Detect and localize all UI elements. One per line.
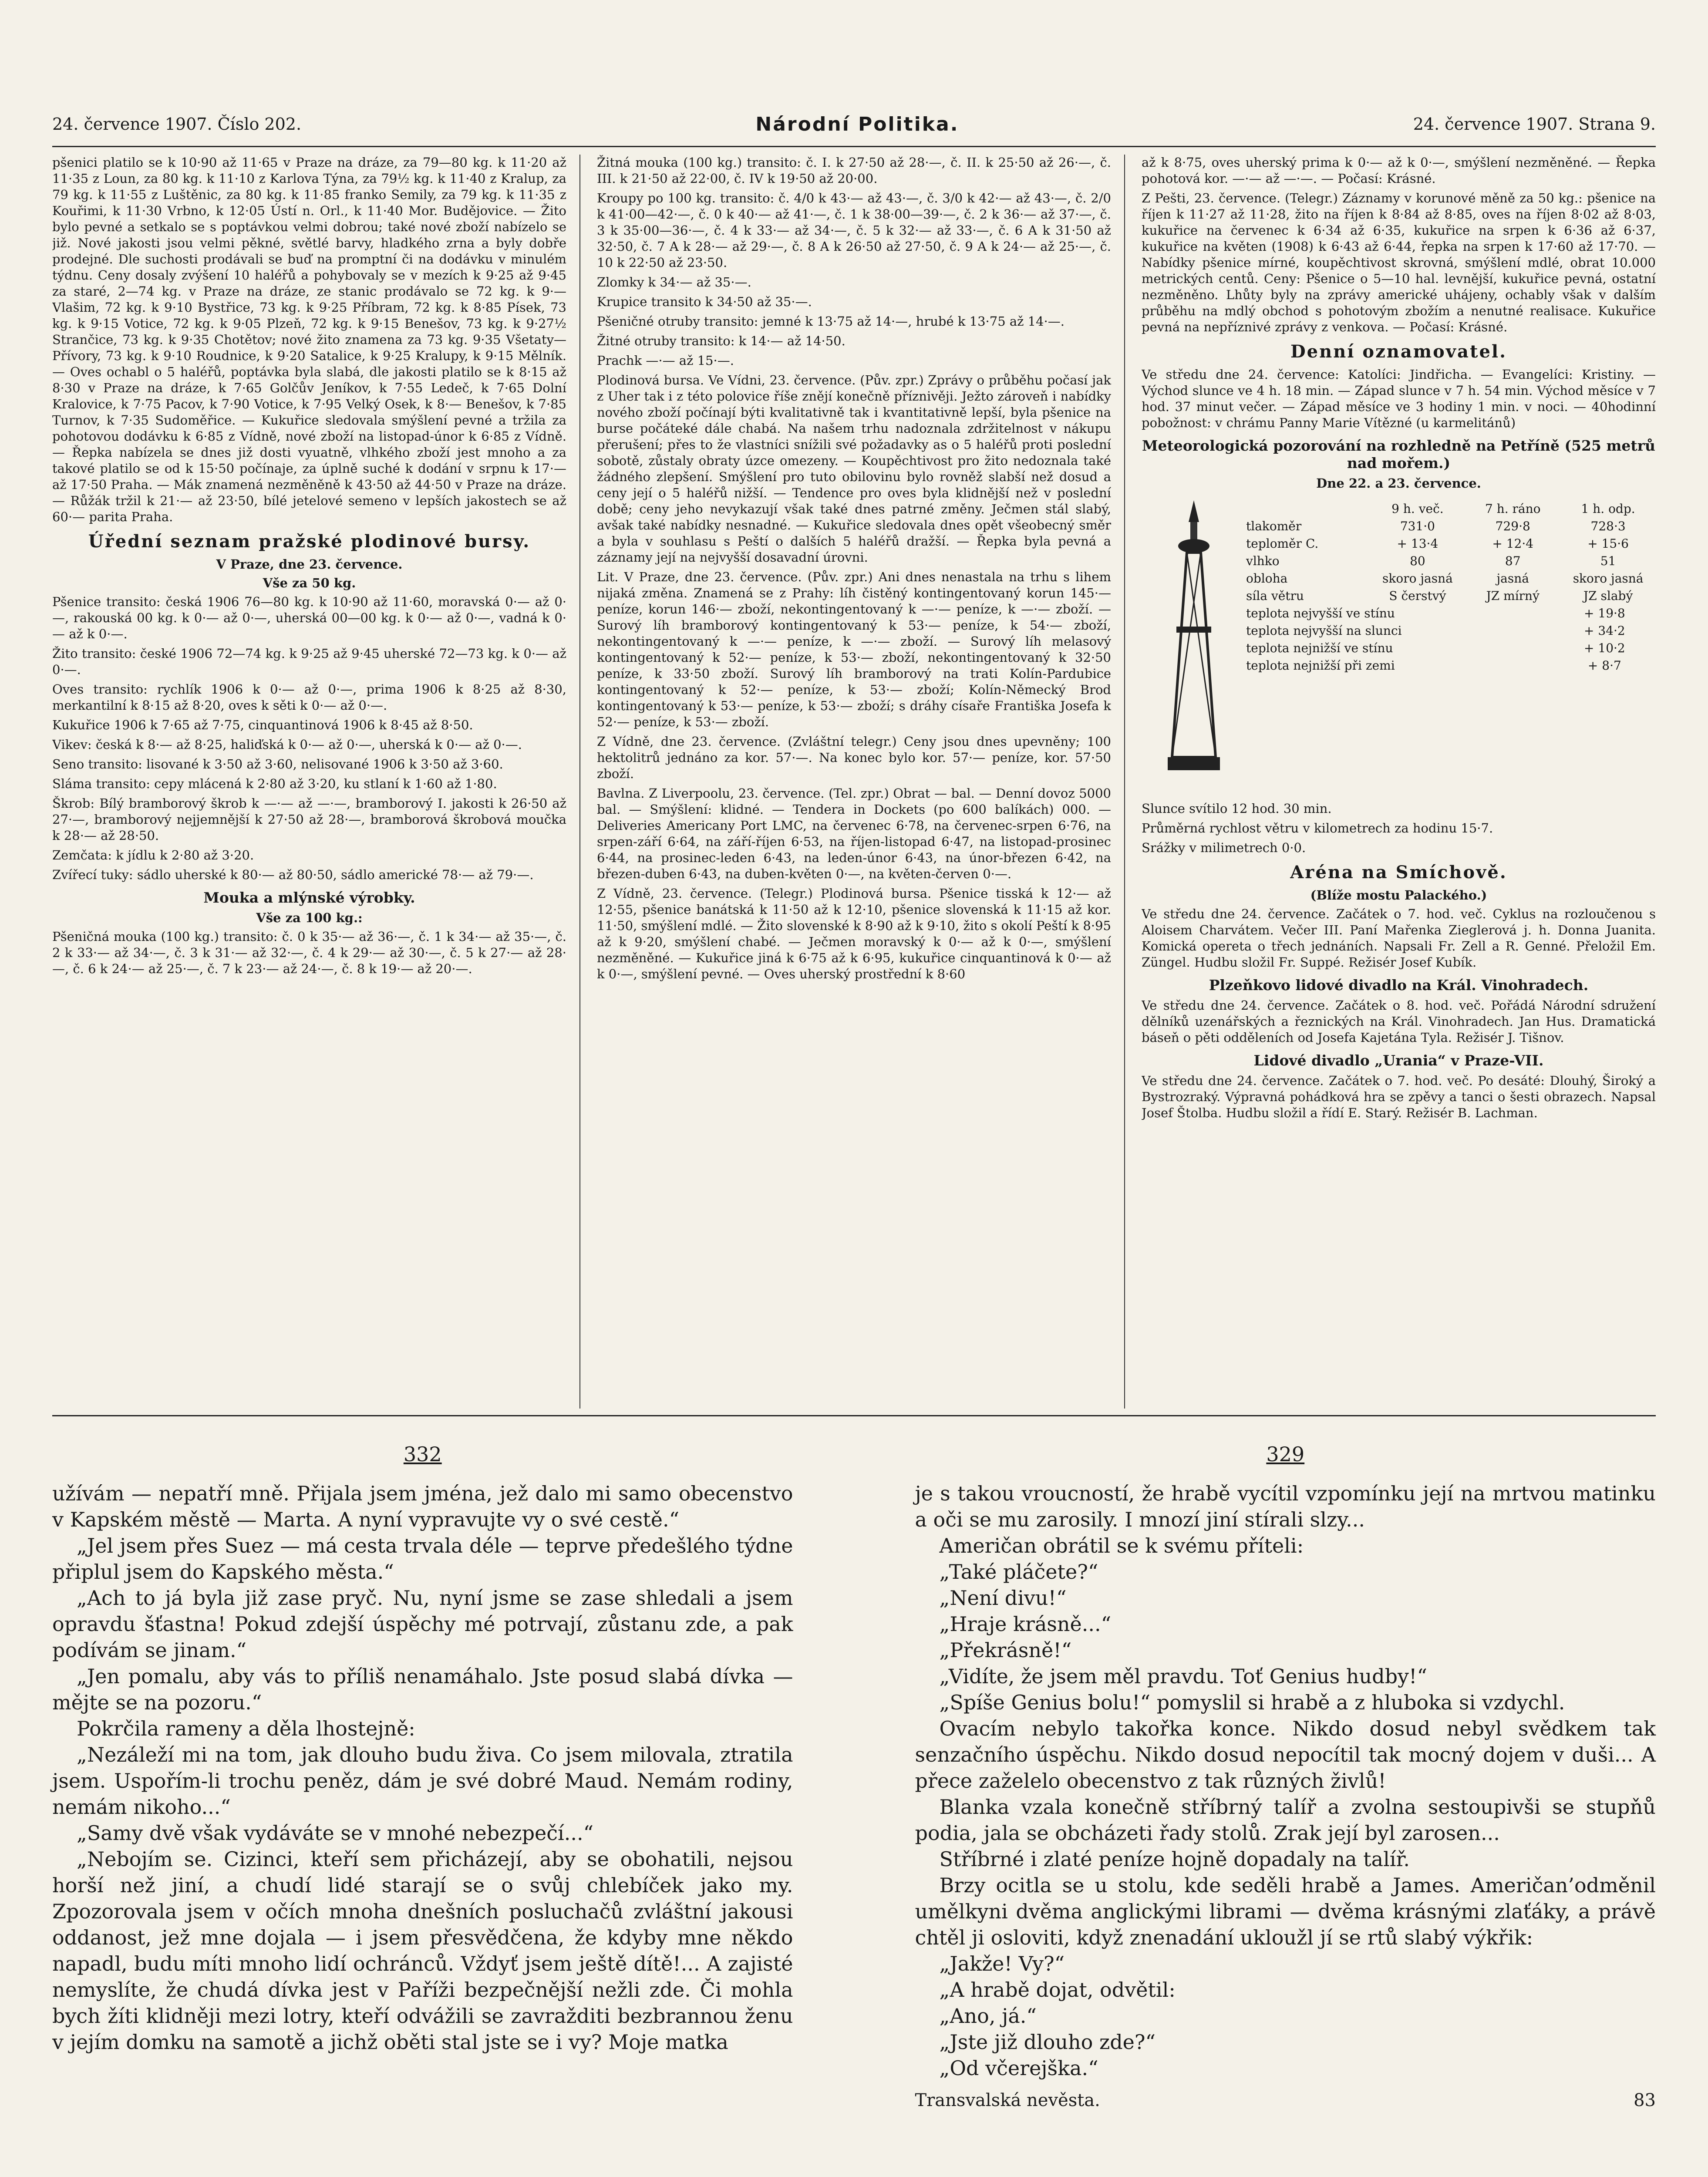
weather-extra-row: teplota nejnižší při zemi + 8·7 [1246,658,1621,673]
petrin-tower-illustration [1150,496,1237,783]
feuilleton-paragraph: „Ach to já byla již zase pryč. Nu, nyní jsme se zase shledali a jsem opravdu šťastna! Pokud zdejší úspěchy mé potrvají, zůstanu zde, a pak podívám se jinam.“ [52,1586,793,1662]
feuilleton-paragraph: je s takou vroucností, že hrabě vycítil vzpomínku její na mrtvou matinku a oči se mu zarosily. I mnozí jiní stírali slzy... [915,1482,1656,1531]
feuilleton-paragraph: „Také pláčete?“ [939,1560,1098,1584]
price-corn: Kukuřice 1906 k 7·65 až 7·75, cinquantinová 1906 k 8·45 až 8·50. [52,718,473,732]
feuilleton [52,1441,1656,2177]
feuilleton-paragraph: Stříbrné i zlaté peníze hojně dopadaly na talíř. [939,1847,1410,1871]
column-1 [52,155,580,1409]
price-vetch: Vikev: česká k 8·— až 8·25, haliďská k 0·— až 0·—, uherská k 0·— až 0·—. [52,737,522,752]
feuilleton-paragraph: Blanka vzala konečně stříbrný talíř a zvolna sestoupivši se stupňů podia, jala se obcházeti řady stolů. Zrak její byl zarosen... [915,1795,1656,1845]
feuilleton-paragraph: „Nezáleží mi na tom, jak dlouho budu živa. Co jsem milovala, ztratila jsem. Uspořím-li trochu peněz, dám je své dobré Maud. Nemám rodiny, nemám nikoho...“ [52,1743,793,1819]
price-rye-flour: Žitná mouka (100 kg.) transito: č. I. k 27·50 až 28·—, č. II. k 25·50 až 26·—, č. III. k 21·50 až 22·00, č. IV k 19·50 až 20·00. [597,155,1111,186]
feuilleton-paragraph: „Vidíte, že jsem měl pravdu. Toť Genius hudby!“ [939,1665,1428,1688]
price-straw: Sláma transito: cepy mlácená k 2·80 až 3·20, ku stlaní k 1·60 až 1·80. [52,776,497,791]
price-fats: Zvířecí tuky: sádlo uherské k 80·— až 80·50, sádlo americké 78·— až 79·—. [52,867,534,882]
price-wheat: Pšenice transito: česká 1906 76—80 kg. k 10·90 až 11·60, moravská 0·— až 0·—, rakouská 00 kg. k 0·— až 0·—, uherská 00—00 kg. k 0·— až 0·—, vadná k 0·— až k 0·—. [52,594,566,641]
wind-note: Průměrná rychlost větru v kilometrech za hodinu 15·7. [1142,821,1493,836]
price-starch: Škrob: Bílý bramborový škrob k —·— až —·—, bramborový I. jakosti k 26·50 až 27·—, bramborový nejjemnější k 27·50 až 28·—, bramborová škrobová moučka k 28·— až 28·50. [52,796,566,843]
meteo-date: Dne 22. a 23. července. [1316,476,1481,491]
section-heading-daily: Denní oznamovatel. [1290,341,1507,362]
spirits-report: Lit. V Praze, dne 23. července. (Pův. zpr.) Ani dnes nenastala na trhu s lihem nijaká změna. Znamená se z Prahy: líh čistěný kontingentovaný korun 145·— peníze, korun 146·— zboží, nekontingentovaný k —·— peníze, k —·— zboží. — Surový líh bramborový kontingentovaný k 53·— peníze, k 54·— zboží, nekontingentovaný k —·— peníze, k —·— zboží. — Surový líh melasový kontingentovaný k 52·— peníze, k 53·— zboží, nekontingentovaný k 32·50 peníze, k 33·50 zboží. Surový líh bramborový na trati Kolín-Pardubice kontingentovaný k 52·— peníze, k 53·— zboží; Kolín-Německý Brod kontingentovaný k 53·— peníze, k 53·— zboží; s dráhy císaře Františka Josefa k 52·— peníze, k 53·— zboží. [597,570,1111,729]
section-heading-meteo: Meteorologická pozorování na rozhledně na Petříně (525 metrů nad mořem.) [1142,437,1655,472]
feuilleton-paragraph: užívám — nepatří mně. Přijala jsem jména, jež dalo mi samo obecenstvo v Kapském městě — Marta. A nyní vypravujte vy o své cestě.“ [52,1482,793,1531]
feuilleton-paragraph: „Není divu!“ [939,1586,1067,1610]
section-heading-flour: Mouka a mlýnské výrobky. [203,889,415,906]
feuilleton-left [52,1441,793,2177]
feuilleton-paragraph: „Překrásně!“ [939,1638,1072,1662]
weather-row: teploměr C. + 13·4 + 12·4 + 15·6 [1246,536,1629,551]
weather-extra-row: teplota nejnižší ve stínu + 10·2 [1246,641,1625,655]
price-dust: Prachk —·— až 15·—. [597,353,734,368]
weather-row: 9 h. več. 7 h. ráno 1 h. odp. [1391,502,1635,516]
feuilleton-paragraph: „Nebojím se. Cizinci, kteří sem přicházejí, aby se obohatili, nejsou horší než jiní, a chudí lidé starají se o svůj chlebíček jako my. Zpozorovala jsem v očích mnoha dnešních posluchačů zvláštní jakousi oddanost, jež mne dojala — i jsem přesvědčena, že kdyby mne někdo napadl, budu míti mnoho lidí ochránců. Vždyť jsem ještě dítě!... A zajisté nemyslíte, že chudá dívka jest v Paříži bezpečnější nežli zde. Či mohla bych žíti klidněji mezi lotry, kteří odvážili se zavražditi bezbrannou ženu v jejím domku na samotě a jichž oběti stal jste se i vy? Moje matka [52,1847,793,2054]
feuilleton-page-right: 329 [1266,1442,1305,1466]
theatre-urania-text: Ve středu dne 24. července. Začátek o 7. hod. več. Po desáté: Dlouhý, Široký a Bystrozraký. Výpravná pohádková hra se zpěvy a tanci o šesti obrazech. Napsal Josef Štolba. Hudbu složil a řídí E. Starý. Režisér B. Lachman. [1142,1073,1656,1120]
price-potatoes: Zemčata: k jídlu k 2·80 až 3·20. [52,848,254,863]
grain-report: pšenici platilo se k 10·90 až 11·65 v Praze na dráze, za 79—80 kg. k 11·20 až 11·35 z Loun, za 80 kg. k 11·10 z Karlova Týna, za 79½ kg. k 11·40 z Kralup, za 79 kg. k 11·55 z Luštěnic, za 80 kg. k 11·85 franko Semily, za 79 kg. k 11·35 z Kouřimi, k 11·30 Vrbno, k 12·05 Ústí n. Orl., k 11·40 Mor. Budějovice. — Žito bylo pevné a setkalo se s poptávkou velmi dobrou; také nové zboží nabízelo se již. Nové jakosti jsou velmi pěkné, světlé barvy, hladkého zrna a byly dobře prodejné. Dle suchosti prodávali se buď na promptní či na dodávku v minulém týdnu. Ceny dosaly zvýšení 10 haléřů a pohybovaly se v mezích k 9·25 až 9·45 za staré, 2—74 kg. v Praze na dráze, ze stanic prodávalo se 72 kg. k 9·— Vlašim, 72 kg. k 9·10 Bystřice, 73 kg. k 9·25 Příbram, 72 kg. k 8·85 Písek, 73 kg. k 9·15 Votice, 72 kg. k 9·05 Plzeň, 72 kg. k 9·15 Benešov, 73 kg. k 9·27½ Strančice, 73 kg. k 9·35 Chotětov; nové žito znamena za 73 kg. 9·35 Všetaty—Přívory, 73 kg. k 9·10 Roudnice, k 9·20 Satalice, k 9·25 Kralupy, k 9·15 Mělník. — Oves ochabl o 5 haléřů, poptávka byla slabá, dle jakosti platilo se k 8·15 až 8·30 v Praze na dráze, k 7·65 Golčův Jeníkov, k 7·55 Ledeč, k 7·65 Dolní Kralovice, k 7·75 Pacov, k 7·90 Votice, k 7·95 Velký Osek, k 8·— Benešov, k 7·85 Turnov, k 7·35 Sudoměřice. — Kukuřice sledovala smýšlení pevné a tržila za pohotovou dodávku k 6·85 z Vídně, nové zboží na listopad-únor k 6·85 z Vídně. — Řepka nabízela se dnes již dosti vyuatně, vlhkého zboží jest mnoho a za takové platilo se od k 15·50 počínaje, za úplně suché k dodání v srpnu k 17·— až 17·50 Praha. — Mák znamená nezměněně k 43·50 až 44·50 v Praze na dráze. — Růžák tržil k 21·— až 23·50, bílé jetelové semeno v lepších jakostech se až 60·— parita Praha. [52,155,566,524]
price-semolina: Krupice transito k 34·50 až 35·—. [597,294,812,309]
theatre-arena-sub: (Blíže mostu Palackého.) [1310,888,1487,903]
price-rye: Žito transito: české 1906 72—74 kg. k 9·25 až 9·45 uherské 72—73 kg. k 0·— až 0·—. [52,646,566,677]
feuilleton-right [915,1441,1656,2177]
vienna-report-continued: až k 8·75, oves uherský prima k 0·— až k 0·—, smýšlení nezměněné. — Řepka pohotová kor. —·— až —·—. — Počasí: Krásné. [1142,155,1656,186]
daily-almanac: Ve středu dne 24. července: Katolíci: Jindřicha. — Evangelíci: Kristiny. — Východ slunce ve 4 h. 18 min. — Západ slunce v 7 h. 54 min. Východ měsíce v 7 hod. 37 minut večer. — Západ měsíce ve 3 hodiny 1 min. v noci. — 40hodinní pobožnost: v chrámu Panny Marie Vítězné (u karmelitánů) [1142,367,1656,430]
pest-report: Z Pešti, 23. července. (Telegr.) Záznamy v korunové měně za 50 kg.: pšenice na říjen k 11·27 až 11·28, žito na říjen k 8·84 až 8·85, oves na říjen 8·02 až 8·03, kukuřice na červenec k 6·34 až 6·35, kukuřice na srpen k 6·36 až 6·37, kukuřice na květen (1908) k 6·43 až 6·44, řepka na srpen k 17·60 až 17·70. — Nabídky pšenice mírné, koupěchtivost skrovná, smýšlení mdlé, obrat 10.000 metrických centů. Ceny: Pšenice o 5—10 hal. levnější, kukuřice pevná, ostatní nezměněno. Lhůty byly na zprávy americké uhájeny, ochably však v dalším průběhu na mdlý obchod s pohotovým zbožím a nenutné realisace. Kukuřice pevná na nepříznivé zprávy z venkova. — Počasí: Krásné. [1142,191,1656,334]
sunshine-note: Slunce svítilo 12 hod. 30 min. [1142,801,1332,816]
feuilleton-paragraph: Ovacím nebylo takořka konce. Nikdo dosud nebyl svědkem tak senzačního úspěchu. Nikdo dosud nepocítil tak mocný dojem v duši... A přece zaželelo obecenstvo z tak různých živlů! [915,1717,1656,1793]
flour-unit: Vše za 100 kg.: [256,910,363,925]
price-fragments: Zlomky k 34·— až 35·—. [597,275,751,290]
weather-extra-row: teplota nejvyšší ve stínu + 19·8 [1246,606,1625,620]
price-rye-bran: Žitné otruby transito: k 14·— až 14·50. [597,334,846,348]
feuilleton-paragraph: „Od včerejška.“ [939,2056,1098,2080]
theatre-plzenkovo-text: Ve středu dne 24. července. Začátek o 8. hod. več. Pořádá Národní sdružení dělníků uzenářských a řeznických na Král. Vinohradech. Jan Hus. Dramatická báseň o pěti odděleních od Josefa Kajetána Tyla. Režisér J. Tišnov. [1142,998,1656,1045]
feuilleton-paragraph: Brzy ocitla se u stolu, kde seděli hrabě a James. Američan’odměnil umělkyni dvěma anglickými librami — dvěma krásnými zlaťáky, a právě chtěl ji osloviti, když znenadání ukloužl jí se rtů slabý výkřik: [915,1874,1656,1949]
feuilleton-page-left: 332 [403,1442,442,1466]
vienna-telegram-report: Z Vídně, 23. července. (Telegr.) Plodinová bursa. Pšenice tisská k 12·— až 12·55, pšenice banátská k 11·50 až k 12·10, pšenice slovenská k 11·15 až kor. 11·50, smýšlení mdlé. — Žito slovenské k 8·90 až k 9·10, žito s okolí Peští k 8·95 až k 9·20, smýšlení chabé. — Ječmen moravský k 0·— až k 0·—, smýšlení nezměněné. — Kukuřice jiná k 6·75 až k 6·95, kukuřice cinquantinová k 0·— až k 0·—, smýšlení pevné. — Oves uherský prostřední k 8·60 [597,886,1111,981]
column-2 [597,155,1125,1409]
vienna-bourse-report: Plodinová bursa. Ve Vídni, 23. července. (Pův. zpr.) Zprávy o průběhu počasí jak z Uher tak i z této polovice říše znějí konečně příznivěji. Ježto zároveň i nabídky nového zboží počínají býti kvalitativně tak i kvantitativně lepší, byla pšenice na burse počáteké dále chabá. Na našem trhu nadoznala zdržitelnost v nákupu přerušení; přes to že vlastníci snížili své požadavky as o 5 haléřů proti poslední sobotě, zůstaly obraty úzce omezeny. — Koupěchtivost pro žito nedoznala také žádného zlepšení. Smýšlení pro tuto obilovinu bylo rovněž slabší než dosud a ceny její o 5 haléřů nižší. — Tendence pro oves byla klidnější než v poslední době; ceny jeho nevykazují však také dnes patrné změny. Ječmen stál slabý, avšak také nabídky nesnadné. — Kukuřice sledovala dnes opět všeobecný směr a byla v souhlasu s Peští o dalších 5 haléřů dražší. — Řepka byla pevná a záznamy její na nejvyšší dosavadní úrovni. [597,373,1111,565]
section-heading-bourse: Úřední seznam pražské plodinové bursy. [88,531,531,552]
header-date-right: 24. července 1907. Strana 9. [1413,115,1656,134]
weather-block [1142,496,1656,792]
feuilleton-paragraph: „Jakže! Vy?“ [939,1952,1065,1975]
feuilleton-paragraph: Pokrčila rameny a děla lhostejně: [77,1717,415,1740]
weather-row: tlakoměr 731·0 729·8 728·3 [1246,519,1626,533]
header-rule [52,146,1656,147]
feuilleton-paragraph: „Ano, já.“ [939,2004,1037,2028]
bourse-date: V Praze, dne 23. července. [216,557,403,572]
cotton-report: Bavlna. Z Liverpoolu, 23. července. (Tel. zpr.) Obrat — bal. — Denní dovoz 5000 bal. — Smýšlení: klidné. — Tendera in Dockets (po 600 balíkách) 000. — Deliveries Americany Port LMC, na červenec 6·78, na červenec-srpen 6·76, na srpen-září 6·64, na září-říjen 6·53, na říjen-listopad 6·47, na listopad-prosinec 6·44, na prosinec-leden 6·43, na leden-únor 6·43, na únor-březen 6·42, na březen-duben 6·43, na duben-květen 0·—, na květen-červen 0·—. [597,786,1111,881]
vienna-spirits-report: Z Vídně, dne 23. července. (Zvláštní telegr.) Ceny jsou dnes upevněny; 100 hektolitrů jednáno za kor. 57·—. Na konec bylo kor. 57·— peníze, kor. 57·50 zboží. [597,734,1111,781]
page-header [52,109,1656,139]
weather-row: vlhko 80 87 51 [1246,554,1616,568]
feuilleton-paragraph: „A hrabě dojat, odvětil: [939,1978,1176,2002]
price-groats: Kroupy po 100 kg. transito: č. 4/0 k 43·— až 43·—, č. 3/0 k 42·— až 43·—, č. 2/0 k 41·00—42·—, č. 0 k 40·— až 41·—, č. 1 k 38·00—39·—, č. 2 k 36·— až 37·—, č. 3 k 35·00—36·—, č. 4 k 33·— až 34·—, č. 5 k 32·— až 33·—, č. 6 A k 31·50 až 32·50, č. 7 A k 28·— až 29·—, č. 8 A k 26·50 až 27·50, č. 9 A k 24·— až 25·—, č. 10 k 22·50 až 23·50. [597,191,1111,270]
market-columns [52,155,1656,1409]
weather-table [1246,500,1656,674]
weather-extra-row: teplota nejvyšší na slunci + 34·2 [1246,623,1625,638]
price-wheat-flour: Pšeničná mouka (100 kg.) transito: č. 0 k 35·— až 36·—, č. 1 k 34·— až 35·—, č. 2 k 33·— až 34·—, č. 3 k 31·— až 32·—, č. 4 k 29·— až 30·—, č. 5 k 27·— až 28·—, č. 6 k 24·— až 25·—, č. 7 k 23·— až 24·—, č. 8 k 19·— až 20·—. [52,929,566,976]
bourse-unit: Vše za 50 kg. [263,576,356,590]
weather-row: obloha skoro jasná jasná skoro jasná [1246,571,1644,586]
feuilleton-rule [52,1415,1656,1416]
price-wheat-bran: Pšeničné otruby transito: jemné k 13·75 až 14·—, hrubé k 13·75 až 14·—. [597,314,1065,329]
feuilleton-paragraph: „Spíše Genius bolu!“ pomyslil si hrabě a z hluboka si vzdychl. [939,1691,1565,1714]
theatre-arena-text: Ve středu dne 24. července. Začátek o 7. hod. več. Cyklus na rozloučenou s Aloisem Charvátem. Večer III. Paní Mařenka Zieglerová j. h. Donna Juanita. Komická opereta o třech jednáních. Napsali Fr. Zell a R. Genné. Přeložil Em. Züngel. Hudbu složil Fr. Suppé. Režisér Josef Kubík. [1142,907,1656,970]
masthead-title: Národní Politika. [755,113,959,135]
price-oats: Oves transito: rychlík 1906 k 0·— až 0·—, prima 1906 k 8·25 až 8·30, merkantilní k 8·15 až 8·20, oves k sěti k 0·— až 0·—. [52,682,566,713]
feuilleton-issue-number: 83 [1634,2090,1656,2110]
feuilleton-footer [915,2087,1656,2113]
feuilleton-paragraph: Američan obrátil se k svému příteli: [939,1534,1304,1557]
feuilleton-paragraph: „Jen pomalu, aby vás to příliš nenamáhalo. Jste posud slabá dívka — mějte se na pozoru.“ [52,1665,793,1714]
column-3 [1142,155,1656,1409]
feuilleton-paragraph: „Jel jsem přes Suez — má cesta trvala déle — teprve předešlého týdne připlul jsem do Kapského města.“ [52,1534,793,1584]
header-date-left: 24. července 1907. Číslo 202. [52,115,302,134]
theatre-heading-urania: Lidové divadlo „Urania“ v Praze-VII. [1253,1052,1544,1069]
theatre-heading-arena: Aréna na Smíchově. [1290,862,1507,883]
feuilleton-paragraph: „Samy dvě však vydáváte se v mnohé nebezpečí...“ [77,1821,594,1845]
weather-row: síla větru S čerstvý JZ mírný JZ slabý [1246,589,1633,603]
theatre-heading-plzenkovo: Plzeňkovo lidové divadlo na Král. Vinohradech. [1209,977,1589,994]
feuilleton-title: Transvalská nevěsta. [915,2090,1100,2110]
price-hay: Seno transito: lisované k 3·50 až 3·60, nelisované 1906 k 3·50 až 3·60. [52,757,503,772]
precip-note: Srážky v milimetrech 0·0. [1142,840,1306,855]
feuilleton-paragraph: „Jste již dlouho zde?“ [939,2030,1156,2054]
feuilleton-paragraph: „Hraje krásně...“ [939,1612,1112,1636]
